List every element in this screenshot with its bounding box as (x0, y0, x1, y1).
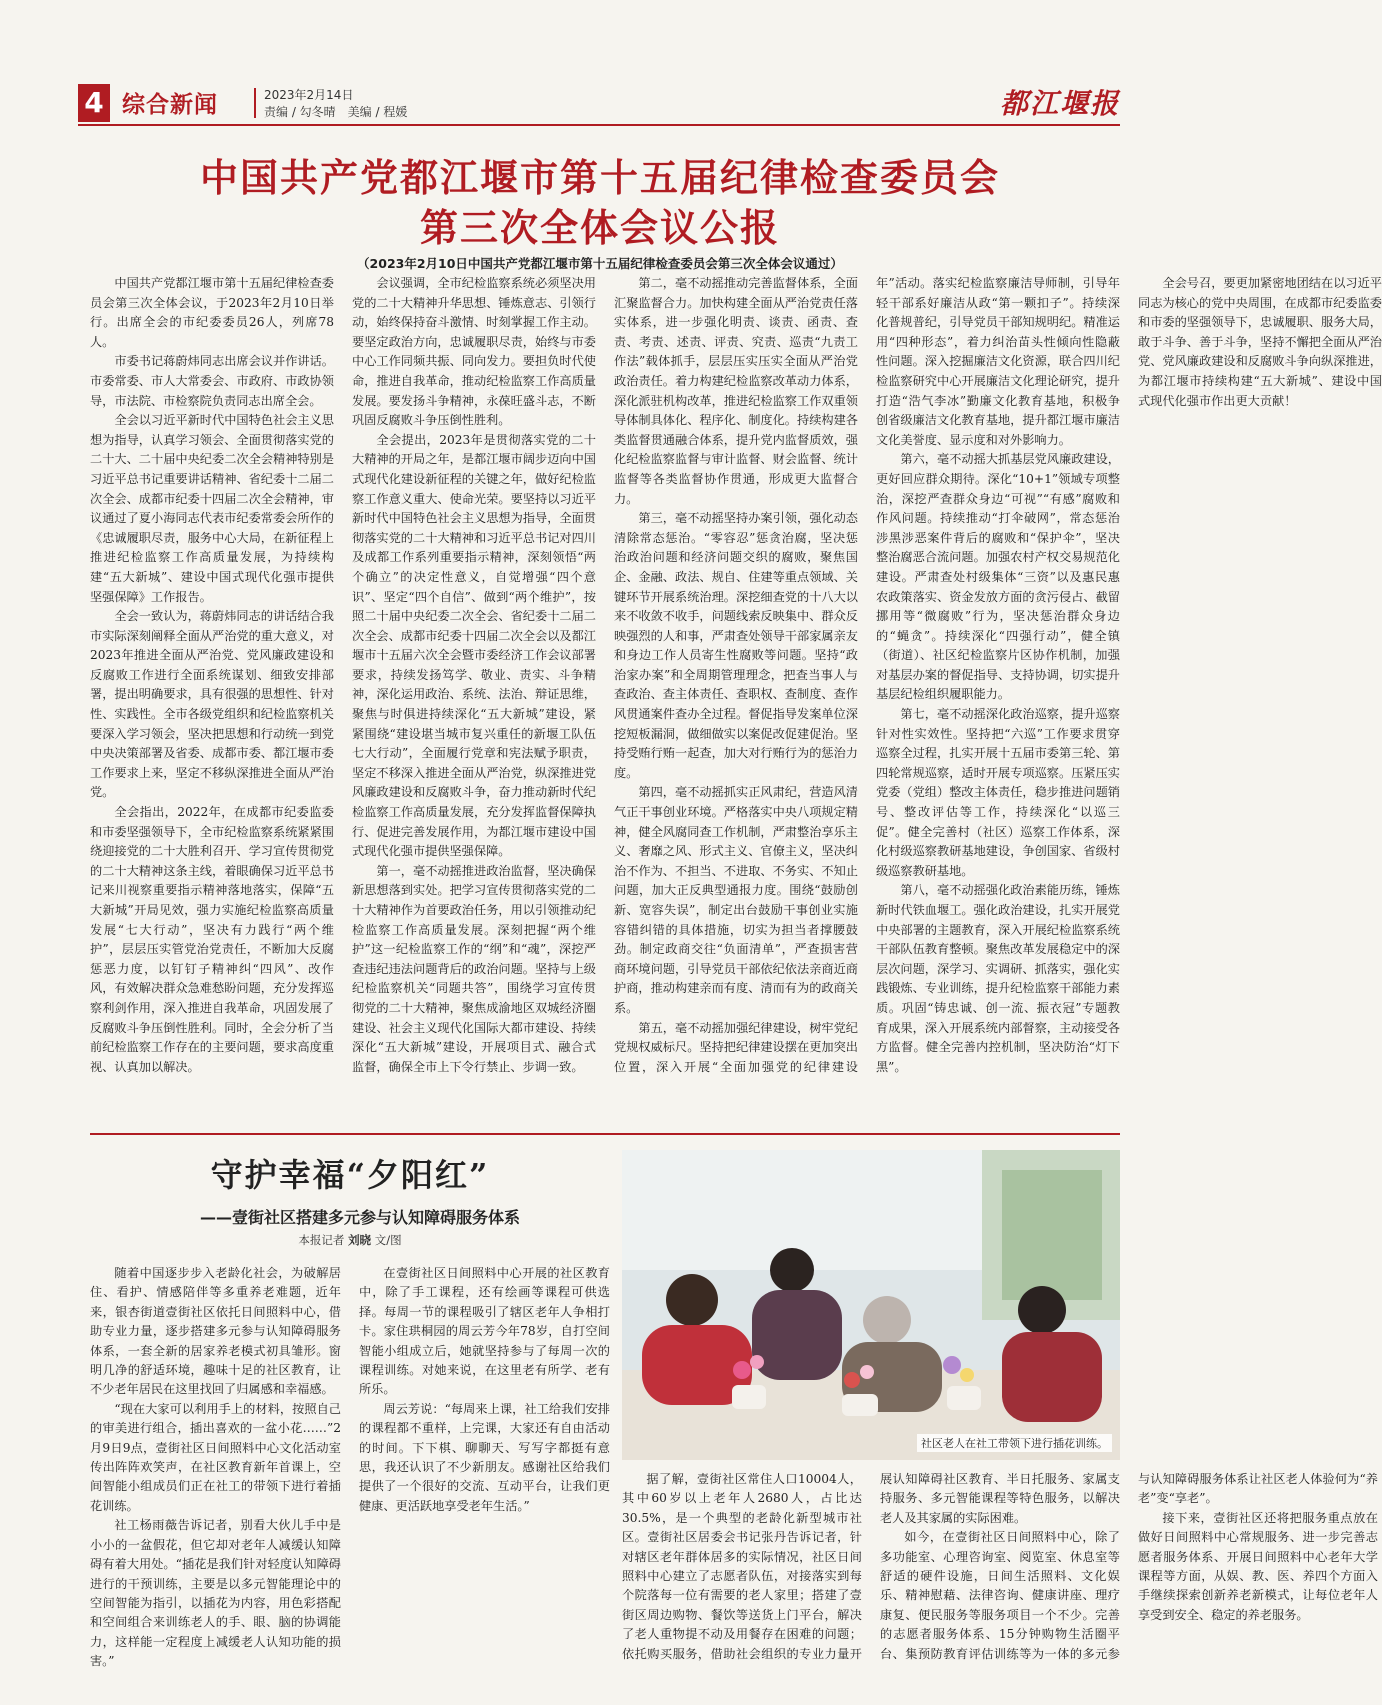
feature-byline (90, 1232, 610, 1248)
feature-paragraph: 据了解，壹街社区常住人口10004人，其中60岁以上老年人2680人，占比达30.5%，是一个典型的老龄化新型城市社区。壹街社区居委会书记张丹告诉记者，针对辖区老年群体居多的实际情况，社区日间照料中心建立了志愿者队伍，对接落实到每个院落每一位有需要的老人家里；搭建了壹街区周边购物、餐饮等送货上门平台，解决了老人重物提不动及用餐存在困难的问题；依托购买服务，借助社会组织的专业力量开展认知障碍社区教育、半日托服务、家属支持服务、多元智能课程等特色服务，以解决老人及其家属的实际困难。 (622, 1472, 1120, 1661)
article-headline-line2: 第三次全体会议公报 (419, 205, 780, 250)
feature-headline: 守护幸福“夕阳红” (210, 1156, 490, 1194)
section-divider (90, 1133, 1120, 1135)
article-paragraph: 中国共产党都江堰市第十五届纪律检查委员会第三次全体会议，于2023年2月10日举行。出席全会的市纪委委员26人，列席78人。 (90, 276, 334, 349)
article-paragraph: 全会提出，2023年是贯彻落实党的二十大精神的开局之年，是都江堰市阔步迈向中国式现代化建设新征程的关键之年，做好纪检监察工作意义重大、使命光荣。要坚持以习近平新时代中国特色社会主义思想为指导，全面贯彻落实党的二十大精神和习近平总书记对四川及成都工作系列重要指示精神，深刻领悟“两个确立”的决定性意义，自觉增强“四个意识”、坚定“四个自信”、做到“两个维护”，按照二十届中央纪委二次全会、省纪委十二届二次全会、成都市纪委十四届二次全会以及都江堰市十五届六次全会暨市委经济工作会议部署要求，持续发扬笃学、敬业、责实、斗争精神，深化运用政治、系统、法治、辩证思维，聚焦与时俱进持续深化“五大新城”建设，紧紧围绕“建设堪当城市复兴重任的新堰工队伍七大行动”，全面履行党章和宪法赋予职责，坚定不移深入推进全面从严治党，纵深推进党风廉政建设和反腐败斗争，奋力推动新时代纪检监察工作高质量发展，充分发挥监督保障执行、促进完善发展作用，为都江堰市建设中国式现代化强市提供坚强保障。 (352, 432, 596, 859)
article-paragraph: 全会号召，要更加紧密地团结在以习近平同志为核心的党中央周围，在成都市纪委监委和市委的坚强领导下，忠诚履职、服务大局，敢于斗争、善于斗争，坚持不懈把全面从严治党、党风廉政建设和反腐败斗争向纵深推进，为都江堰市持续构建“五大新城”、建设中国式现代化强市作出更大贡献！ (1138, 276, 1382, 408)
feature-body-left (90, 1264, 610, 1680)
article-paragraph: 第四，毫不动摇抓实正风肃纪，营造风清气正干事创业环境。严格落实中央八项规定精神，健全风腐同查工作机制，严肃整治享乐主义、奢靡之风、形式主义、官僚主义，坚决纠治不作为、不担当、不进取、不务实、不知止问题，加大正反典型通报力度。围绕“鼓励创新、宽容失误”，制定出台鼓励干事创业实施容错纠错的具体措施，切实为担当者撑腰鼓劲。制定政商交往“负面清单”，严查损害营商环境问题，引导党员干部依纪依法亲商近商护商，推动构建亲而有度、清而有为的政商关系。 (614, 785, 858, 1015)
article-headline-line1: 中国共产党都江堰市第十五届纪律检查委员会 (199, 155, 1000, 200)
article-body (90, 274, 1382, 1094)
editor-credits: 责编 / 勾冬晴 美编 / 程媛 (264, 105, 408, 119)
feature-photo (622, 1150, 1120, 1460)
masthead-divider (254, 88, 256, 118)
article-paragraph: 第三，毫不动摇坚持办案引领，强化动态清除常态惩治。“零容忍”惩贪治腐，坚决惩治政治问题和经济问题交织的腐败，聚焦国企、金融、政法、规自、住建等重点领域、关键环节开展系统治理。深挖细查党的十八大以来不收敛不收手，问题线索反映集中、群众反映强烈的人和事，严肃查处领导干部家属亲友和身边工作人员寄生性腐败等问题。坚持“政治家办案”和全周期管理理念，把查当事人与查政治、查主体责任、查职权、查制度、查作风贯通案件查办全过程。督促指导发案单位深挖短板漏洞，做细做实以案促改促建促治。坚持受贿行贿一起查，加大对行贿行为的惩治力度。 (614, 511, 858, 780)
feature-subtitle: ——壹街社区搭建多元参与认知障碍服务体系 (199, 1208, 520, 1227)
article-paragraph: 第八，毫不动摇强化政治素能历练，锤炼新时代铁血堰工。强化政治建设，扎实开展党中央部署的主题教育，深入开展纪检监察系统干部队伍教育整顿。聚焦改革发展稳定中的深层次问题，深学习、实调研、抓落实，强化实践锻炼、专业训练，提升纪检监察干部能力素质。巩固“铸忠诚、创一流、振衣冠”专题教育成果，深入开展系统内部督察，主动接受各方监督。健全完善内控机制，坚决防治“灯下黑”。 (876, 883, 1120, 1074)
article-paragraph: 第七，毫不动摇深化政治巡察，提升巡察针对性实效性。坚持把“六巡”工作要求贯穿巡察全过程，扎实开展十五届市委第三轮、第四轮常规巡察，适时开展专项巡察。压紧压实党委（党组）整改主体责任，稳步推进问题销号、整改评估等工作，持续深化“以巡三促”。健全完善村（社区）巡察工作体系，深化村级巡察教研基地建设，争创国家、省级村级巡察教研基地。 (876, 707, 1120, 878)
article-paragraph: 市委书记蒋蔚炜同志出席会议并作讲话。市委常委、市人大常委会、市政府、市政协领导，市法院、市检察院负责同志出席全会。 (90, 354, 334, 408)
issue-date: 2023年2月14日 (264, 88, 354, 102)
photo-caption: 社区老人在社工带领下进行插花训练。 (917, 1434, 1112, 1452)
feature-paragraph: “现在大家可以利用手上的材料，按照自己的审美进行组合，插出喜欢的一盆小花……”2月9日9点，壹街社区日间照料中心文化活动室传出阵阵欢笑声，在社区教育新年首课上，空间智能小组成员们正在社工的带领下进行着插花训练。 (90, 1401, 341, 1513)
newspaper-logo: 都江堰报 (999, 87, 1120, 120)
article-paragraph: 全会以习近平新时代中国特色社会主义思想为指导，认真学习领会、全面贯彻落实党的二十大、二十届中央纪委二次全会精神特别是习近平总书记重要讲话精神、省纪委十二届二次全会、成都市纪委十四届二次全会精神，审议通过了夏小海同志代表市纪委常委会所作的《忠诚履职尽责，服务中心大局，在新征程上推进纪检监察工作高质量发展，为持续构建“五大新城”、建设中国式现代化强市提供坚强保障》工作报告。 (90, 413, 334, 604)
article-paragraph: 第二，毫不动摇推动完善监督体系，全面汇聚监督合力。加快构建全面从严治党责任落实体系，进一步强化明责、谈责、函责、查责、考责、述责、评责、究责、巡责“九责工作法”载体抓手，层层压实压实全面从严治党政治责任。着力构建纪检监察改革动力体系，深化派驻机构改革，推进纪检监察工作双重领导体制具体化、程序化、制度化。持续构建各类监督贯通融合体系，提升党内监督质效，强化纪检监察监督与审计监督、财会监督、统计监督等各类监督协作贯通，形成更大监督合力。 (614, 276, 858, 506)
section-name: 综合新闻 (122, 92, 218, 118)
feature-paragraph: 周云芳说：“每周来上课，社工给我们安排的课程都不重样，上完课，大家还有自由活动的时间。下下棋、聊聊天、写写字都挺有意思，我还认识了不少新朋友。感谢社区给我们提供了一个很好的交流、互动平台，让我们更健康、更活跃地享受老年生活。” (359, 1401, 610, 1513)
article-subtitle: （2023年2月10日中国共产党都江堰市第十五届纪律检查委员会第三次全体会议通过） (357, 256, 843, 271)
feature-body-right (622, 1470, 1378, 1680)
article-paragraph: 第五，毫不动摇加强纪律建设，树牢党纪党规权威标尺。坚持把纪律建设摆在更加突出位置，深入开展“全面加强党的纪律建设年”活动。落实纪检监察廉洁导师制，引导年轻干部系好廉洁从政“第一颗扣子”。持续深化普规普纪，引导党员干部知规明纪。精准运用“四种形态”，着力纠治苗头性倾向性隐蔽性问题。深入挖掘廉洁文化资源，联合四川纪检监察研究中心开展廉洁文化理论研究，提升打造“浩气李冰”勤廉文化教育基地，积极争创省级廉洁文化教育基地，提升都江堰市廉洁文化美誉度、显示度和对外影响力。 (614, 276, 1120, 1074)
page-masthead (78, 80, 1120, 126)
article-paragraph: 会议强调，全市纪检监察系统必须坚决用党的二十大精神升华思想、锤炼意志、引领行动，始终保持奋斗激情、时刻掌握工作主动。要坚定政治方向，忠诚履职尽责，始终与市委中心工作同频共振、同向发力。要担负时代使命，推进自我革命，推动纪检监察工作高质量发展。要发扬斗争精神，永葆旺盛斗志，不断巩固反腐败斗争压倒性胜利。 (352, 276, 596, 428)
article-paragraph: 第一，毫不动摇推进政治监督，坚决确保新思想落到实处。把学习宣传贯彻落实党的二十大精神作为首要政治任务，用以引领推动纪检监察工作高质量发展。深刻把握“两个维护”这一纪检监察工作的“纲”和“魂”，深挖严查违纪违法问题背后的政治问题。坚持与上级纪检监察机关“同题共答”，围绕学习宣传贯彻党的二十大精神，聚焦成渝地区双城经济圈建设、社会主义现代化国际大都市建设、持续深化“五大新城”建设，开展项目式、融合式监督，确保全市上下令行禁止、步调一致。 (352, 863, 596, 1074)
article-paragraph: 第六，毫不动摇大抓基层党风廉政建设，更好回应群众期待。深化“10+1”领域专项整治，深挖严查群众身边“可视”“有感”腐败和作风问题。持续推动“打伞破网”，常态惩治涉黑涉恶案件背后的腐败和“保护伞”，坚决整治腐恶合流问题。加强农村产权交易规范化建设。严肃查处村级集体“三资”以及惠民惠农政策落实、资金发放方面的贪污侵占、截留挪用等“微腐败”行为，坚决惩治群众身边的“蝇贪”。持续深化“四强行动”，健全镇（街道）、社区纪检监察片区协作机制，加强对基层办案的督促指导、支持协调，切实提升基层纪检组织履职能力。 (876, 452, 1120, 702)
feature-paragraph: 社工杨雨薇告诉记者，别看大伙儿手中是小小的一盆假花，但它却对老年人减缓认知障碍有着大用处。“插花是我们针对轻度认知障碍进行的干预训练，主要是以多元智能理论中的空间智能为指引，以插花为内容，用色彩搭配和空间组合来训练老人的手、眼、脑的协调能力，这样能一定程度上减缓老人认知功能的损害。” (90, 1518, 341, 1669)
article-paragraph: 全会指出，2022年，在成都市纪委监委和市委坚强领导下，全市纪检监察系统紧紧围绕迎接党的二十大胜利召开、学习宣传贯彻党的二十大精神这条主线，着眼确保习近平总书记来川视察重要指示精神落地落实，保障“五大新城”开局见效，强力实施纪检监察高质量发展“七大行动”，坚决有力践行“两个维护”，层层压实管党治党责任，不断加大反腐惩恶力度，以钉钉子精神纠“四风”、改作风，有效解决群众急难愁盼问题，充分发挥巡察利剑作用，深入推进自我革命，巩固发展了反腐败斗争压倒性胜利。同时，全会分析了当前纪检监察工作存在的主要问题，要求高度重视、认真加以解决。 (90, 805, 334, 1074)
feature-paragraph: 在壹街社区日间照料中心开展的社区教育中，除了手工课程，还有绘画等课程可供选择。每周一节的课程吸引了辖区老年人争相打卡。家住珙桐园的周云芳今年78岁，自打空间智能小组成立后，她就坚持参与了每周一次的课程训练。对她来说，在这里老有所学、老有所乐。 (359, 1266, 610, 1397)
byline-suffix: 文/图 (374, 1233, 402, 1247)
flower-arranging-photo (622, 1150, 1120, 1460)
byline-author: 刘晓 (348, 1233, 372, 1247)
feature-paragraph: 随着中国逐步步入老龄化社会，为破解居住、看护、情感陪伴等多重养老难题，近年来，银杏街道壹街社区依托日间照料中心，借助专业力量，逐步搭建多元参与认知障碍服务体系，一套全新的居家养老模式初具雏形。窗明几净的舒适环境，趣味十足的社区教育，让不少老年居民在这里找回了归属感和幸福感。 (90, 1266, 341, 1397)
page-number: 4 (78, 84, 110, 122)
feature-paragraph: 如今，在壹街社区日间照料中心，除了多功能室、心理咨询室、阅览室、休息室等舒适的硬件设施，日间生活照料、文化娱乐、精神慰藉、法律咨询、健康讲座、理疗康复、便民服务等服务项目一个不少。完善的志愿者服务体系、15分钟购物生活圈平台、集预防教育评估训练等为一体的多元参与认知障碍服务体系让社区老人体验何为“养老”变“享老”。 (880, 1472, 1378, 1661)
byline-prefix: 本报记者 (298, 1233, 345, 1247)
feature-paragraph: 接下来，壹街社区还将把服务重点放在做好日间照料中心常规服务、进一步完善志愿者服务体系、开展日间照料中心老年大学课程等方面，从娱、教、医、养四个方面入手继续探索创新养老新模式，让每位老年人享受到安全、稳定的养老服务。 (1138, 1510, 1378, 1622)
article-paragraph: 全会一致认为，蒋蔚炜同志的讲话结合我市实际深刻阐释全面从严治党的重大意义，对2023年推进全面从严治党、党风廉政建设和反腐败工作进行全面系统谋划、细致安排部署，提出明确要求，具有很强的思想性、针对性、实践性。全市各级党组织和纪检监察机关要深入学习领会，坚决把思想和行动统一到党中央决策部署及省委、成都市委、都江堰市委工作要求上来，坚定不移纵深推进全面从严治党。 (90, 609, 334, 800)
